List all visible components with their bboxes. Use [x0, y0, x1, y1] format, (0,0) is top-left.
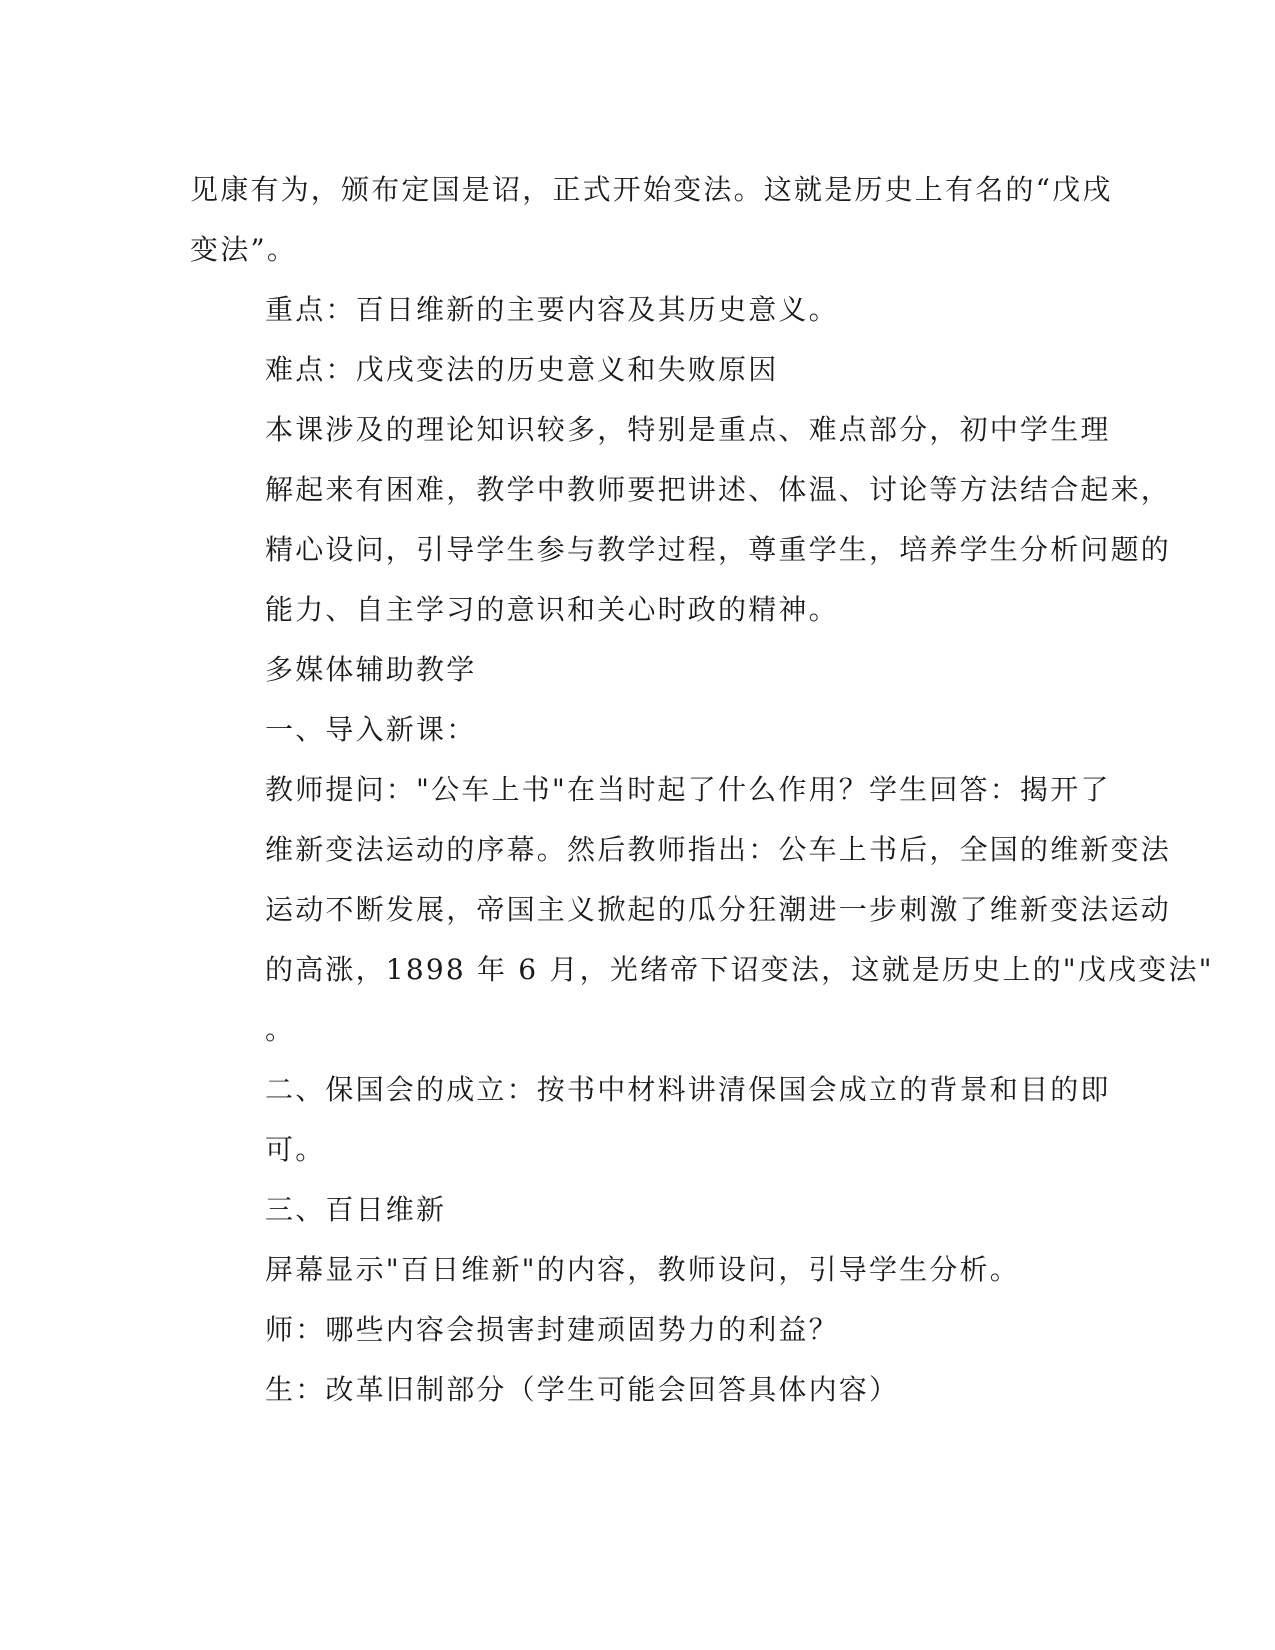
text-line: 解起来有困难，教学中教师要把讲述、体温、讨论等方法结合起来，	[265, 473, 1172, 506]
text-line: 的高涨，1898 年 6 月，光绪帝下诏变法，这就是历史上的"戊戌变法"	[265, 953, 1214, 986]
paragraph-difficulty	[190, 340, 1080, 400]
text-line: 可。	[265, 1133, 326, 1166]
section-heading-hundred-days	[190, 1180, 1080, 1240]
document-body	[190, 160, 1214, 1420]
text-line: 运动不断发展，帝国主义掀起的瓜分狂潮进一步刺激了维新变法运动	[265, 893, 1172, 926]
text-line: 二、保国会的成立：按书中材料讲清保国会成立的背景和目的即	[265, 1073, 1111, 1106]
paragraph-screen-display	[190, 1240, 1080, 1300]
text-line: 多媒体辅助教学	[265, 653, 477, 686]
text-line: 精心设问，引导学生参与教学过程，尊重学生，培养学生分析问题的	[265, 533, 1172, 566]
text-line: 屏幕显示"百日维新"的内容，教师设问，引导学生分析。	[265, 1253, 1020, 1286]
text-line: 能力、自主学习的意识和关心时政的精神。	[265, 593, 839, 626]
text-line: 生：改革旧制部分（学生可能会回答具体内容）	[265, 1373, 900, 1406]
section-heading-intro	[190, 700, 1080, 760]
paragraph-multimedia	[190, 640, 1080, 700]
text-line: 维新变法运动的序幕。然后教师指出：公车上书后，全国的维新变法	[265, 833, 1172, 866]
paragraph-teaching-note	[190, 400, 1172, 640]
text-line: 重点：百日维新的主要内容及其历史意义。	[265, 293, 839, 326]
text-line: 变法”。	[190, 233, 298, 266]
paragraph-reform-intro	[190, 160, 1113, 280]
text-line: 见康有为，颁布定国是诏，正式开始变法。这就是历史上有名的“戊戌	[190, 173, 1113, 206]
section-heading-baoguohui	[190, 1060, 1111, 1180]
paragraph-teacher-question	[190, 760, 1214, 1060]
paragraph-teacher-dialogue	[190, 1300, 1080, 1360]
text-line: 。	[265, 1013, 296, 1046]
text-line: 难点：戊戌变法的历史意义和失败原因	[265, 353, 779, 386]
text-line: 师：哪些内容会损害封建顽固势力的利益？	[265, 1313, 839, 1346]
paragraph-key-point	[190, 280, 1080, 340]
text-line: 本课涉及的理论知识较多，特别是重点、难点部分，初中学生理	[265, 413, 1111, 446]
text-line: 三、百日维新	[265, 1193, 447, 1226]
paragraph-student-dialogue	[190, 1360, 1080, 1420]
text-line: 教师提问："公车上书"在当时起了什么作用？学生回答：揭开了	[265, 773, 1111, 806]
text-line: 一、导入新课：	[265, 713, 477, 746]
